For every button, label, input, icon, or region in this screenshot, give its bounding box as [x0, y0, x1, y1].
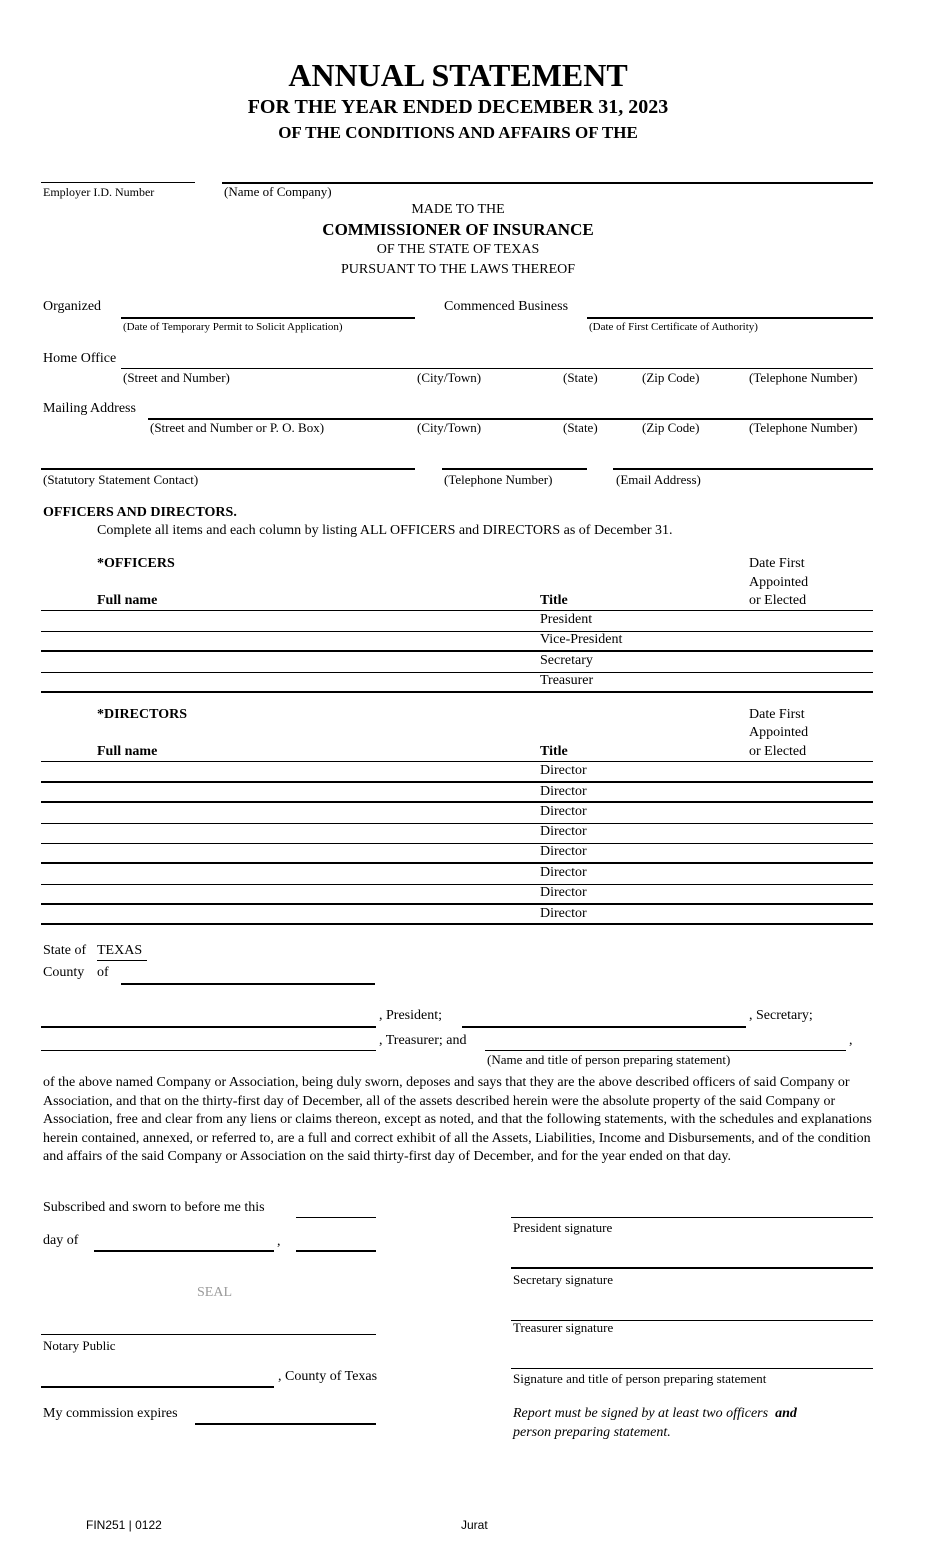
organized-label: Organized: [43, 299, 102, 314]
officer-title: Vice-President: [540, 632, 623, 647]
home-phone-caption: (Telephone Number): [749, 370, 858, 385]
organized-date-input[interactable]: [121, 299, 415, 319]
subscribed-label: Subscribed and sworn to before me this: [43, 1200, 265, 1215]
notary-public-label: Notary Public: [43, 1338, 116, 1353]
signing-note-part1: Report must be signed by at least two officers: [513, 1406, 769, 1421]
director-title: Director: [540, 784, 587, 799]
president-signature-label: President signature: [513, 1220, 613, 1235]
treasurer-label: , Treasurer; and: [379, 1033, 467, 1048]
statutory-contact-caption: (Statutory Statement Contact): [43, 472, 199, 487]
commenced-business-label: Commenced Business: [444, 299, 569, 314]
directors-heading: *DIRECTORS: [97, 707, 187, 722]
preparer-signature-line[interactable]: [511, 1368, 873, 1369]
officer-title: Treasurer: [540, 673, 594, 688]
state-of-label: State of: [43, 943, 87, 958]
officer-title: Secretary: [540, 653, 593, 668]
president-name-input[interactable]: [41, 1008, 376, 1028]
officer-name-input[interactable]: [41, 652, 521, 671]
home-office-label: Home Office: [43, 351, 117, 366]
sworn-day-input[interactable]: [296, 1199, 376, 1218]
director-title: Director: [540, 906, 587, 921]
president-signature-line[interactable]: [511, 1217, 873, 1218]
preparer-caption: (Name and title of person preparing statement): [487, 1052, 731, 1067]
statutory-contact-input[interactable]: [41, 450, 415, 470]
director-title: Director: [540, 885, 587, 900]
directors-date-header-1: Date First: [749, 707, 805, 722]
county-of-texas-label: , County of Texas: [278, 1369, 378, 1384]
contact-phone-input[interactable]: [442, 450, 587, 470]
mailing-address-input[interactable]: [148, 400, 873, 420]
preparer-name-input[interactable]: [485, 1032, 846, 1051]
mailing-address-label: Mailing Address: [43, 401, 136, 416]
director-title: Director: [540, 763, 587, 778]
signing-note-part2: person preparing statement.: [513, 1425, 671, 1440]
table-row: [41, 823, 873, 844]
day-comma: ,: [277, 1234, 281, 1249]
directors-name-header: Full name: [97, 744, 158, 759]
home-street-caption: (Street and Number): [123, 370, 230, 385]
notary-county-input[interactable]: [41, 1368, 274, 1388]
commissioner-line: COMMISSIONER OF INSURANCE: [322, 220, 594, 239]
officer-name-input[interactable]: [41, 611, 521, 630]
director-title: Director: [540, 804, 587, 819]
secretary-signature-label: Secretary signature: [513, 1272, 613, 1287]
director-title: Director: [540, 865, 587, 880]
document-title: ANNUAL STATEMENT: [288, 57, 628, 93]
table-row: [41, 905, 873, 925]
secretary-signature-line[interactable]: [511, 1267, 873, 1269]
director-name-input[interactable]: [41, 843, 521, 862]
made-to-line: MADE TO THE: [411, 202, 505, 217]
officer-name-input[interactable]: [41, 631, 521, 650]
home-office-input[interactable]: [121, 350, 873, 369]
officer-name-input[interactable]: [41, 672, 521, 691]
commission-expires-input[interactable]: [195, 1405, 376, 1425]
signing-note: [513, 1406, 797, 1422]
pursuant-line: PURSUANT TO THE LAWS THEREOF: [340, 262, 576, 277]
director-name-input[interactable]: [41, 905, 521, 924]
table-row: [41, 652, 873, 673]
contact-phone-caption: (Telephone Number): [444, 472, 553, 487]
seal-placeholder: SEAL: [197, 1285, 232, 1300]
day-of-label: day of: [43, 1233, 79, 1248]
officers-date-header-2: Appointed: [749, 575, 809, 590]
mailing-zip-caption: (Zip Code): [642, 420, 700, 435]
director-name-input[interactable]: [41, 783, 521, 802]
table-row: [41, 783, 873, 803]
county-input[interactable]: [121, 965, 375, 985]
organized-caption: (Date of Temporary Permit to Solicit Application): [123, 321, 343, 333]
secretary-label: , Secretary;: [749, 1008, 813, 1023]
oath-paragraph: of the above named Company or Association, being duly sworn, deposes and says that they are the above described officers of said Company or Association, and that on the thirty-first day of December, all of the assets described herein were the absolute property of the said Company or Association, free and clear from any liens or claims thereon, except as noted, and that the following statements, with the schedules and explanations herein contained, annexed, or referred to, are a full and correct exhibit of all the Assets, Liabilities, Income and Disbursements, and of the condition and affairs of the said Company or Association on the said thirty-first day of December, and for the year ended on that day.: [43, 1075, 872, 1165]
table-row: [41, 631, 873, 652]
officers-title-header: Title: [540, 593, 568, 608]
director-title: Director: [540, 844, 587, 859]
table-row: [41, 864, 873, 885]
officers-directors-instruction: Complete all items and each column by listing ALL OFFICERS and DIRECTORS as of December 31.: [97, 523, 673, 538]
officers-heading: *OFFICERS: [97, 556, 175, 571]
table-row: [41, 803, 873, 824]
table-row: [41, 762, 873, 783]
table-row: [41, 611, 873, 632]
director-name-input[interactable]: [41, 864, 521, 883]
sworn-year-input[interactable]: [296, 1232, 376, 1252]
sworn-month-input[interactable]: [94, 1232, 274, 1252]
state-of-texas-line: OF THE STATE OF TEXAS: [376, 242, 540, 257]
mailing-city-caption: (City/Town): [417, 420, 482, 435]
director-title: Director: [540, 824, 587, 839]
company-name-input[interactable]: [222, 164, 873, 184]
contact-email-input[interactable]: [613, 450, 873, 470]
notary-signature-line[interactable]: [41, 1334, 376, 1335]
directors-date-header-3: or Elected: [749, 744, 807, 759]
directors-title-header: Title: [540, 744, 568, 759]
home-zip-caption: (Zip Code): [642, 370, 700, 385]
mailing-street-caption: (Street and Number or P. O. Box): [150, 420, 325, 435]
preparer-comma: ,: [849, 1033, 853, 1048]
mailing-phone-caption: (Telephone Number): [749, 420, 858, 435]
officer-title: President: [540, 612, 593, 627]
secretary-name-input[interactable]: [462, 1008, 746, 1028]
president-label: , President;: [379, 1008, 442, 1023]
county-of-label: of: [97, 965, 109, 980]
commenced-date-input[interactable]: [587, 299, 873, 319]
treasurer-name-input[interactable]: [41, 1032, 376, 1051]
officers-date-header-1: Date First: [749, 556, 805, 571]
conditions-line: OF THE CONDITIONS AND AFFAIRS OF THE: [278, 123, 638, 142]
directors-date-header-2: Appointed: [749, 725, 809, 740]
director-name-input[interactable]: [41, 884, 521, 903]
county-label: County: [43, 965, 85, 980]
company-name-label: (Name of Company): [224, 184, 332, 199]
commenced-caption: (Date of First Certificate of Authority): [589, 321, 758, 333]
preparer-signature-label: Signature and title of person preparing statement: [513, 1371, 767, 1386]
director-name-input[interactable]: [41, 762, 521, 781]
treasurer-signature-label: Treasurer signature: [513, 1320, 614, 1335]
table-row: [41, 884, 873, 905]
officers-directors-heading: OFFICERS AND DIRECTORS.: [43, 505, 237, 520]
officers-date-header-3: or Elected: [749, 593, 807, 608]
home-city-caption: (City/Town): [417, 370, 482, 385]
mailing-state-caption: (State): [563, 420, 598, 435]
footer-page-label: Jurat: [461, 1518, 488, 1532]
employer-id-input[interactable]: [41, 164, 195, 183]
home-state-caption: (State): [563, 370, 598, 385]
form-id: FIN251 | 0122: [86, 1518, 162, 1532]
table-row: [41, 843, 873, 864]
signing-note-bold: and: [775, 1406, 797, 1421]
table-row: [41, 672, 873, 693]
year-line: FOR THE YEAR ENDED DECEMBER 31, 2023: [247, 96, 669, 118]
director-name-input[interactable]: [41, 823, 521, 842]
employer-id-label: Employer I.D. Number: [43, 185, 155, 199]
director-name-input[interactable]: [41, 803, 521, 822]
officers-name-header: Full name: [97, 593, 158, 608]
state-value: TEXAS: [97, 943, 147, 961]
commission-expires-label: My commission expires: [43, 1406, 178, 1421]
contact-email-caption: (Email Address): [616, 472, 701, 487]
